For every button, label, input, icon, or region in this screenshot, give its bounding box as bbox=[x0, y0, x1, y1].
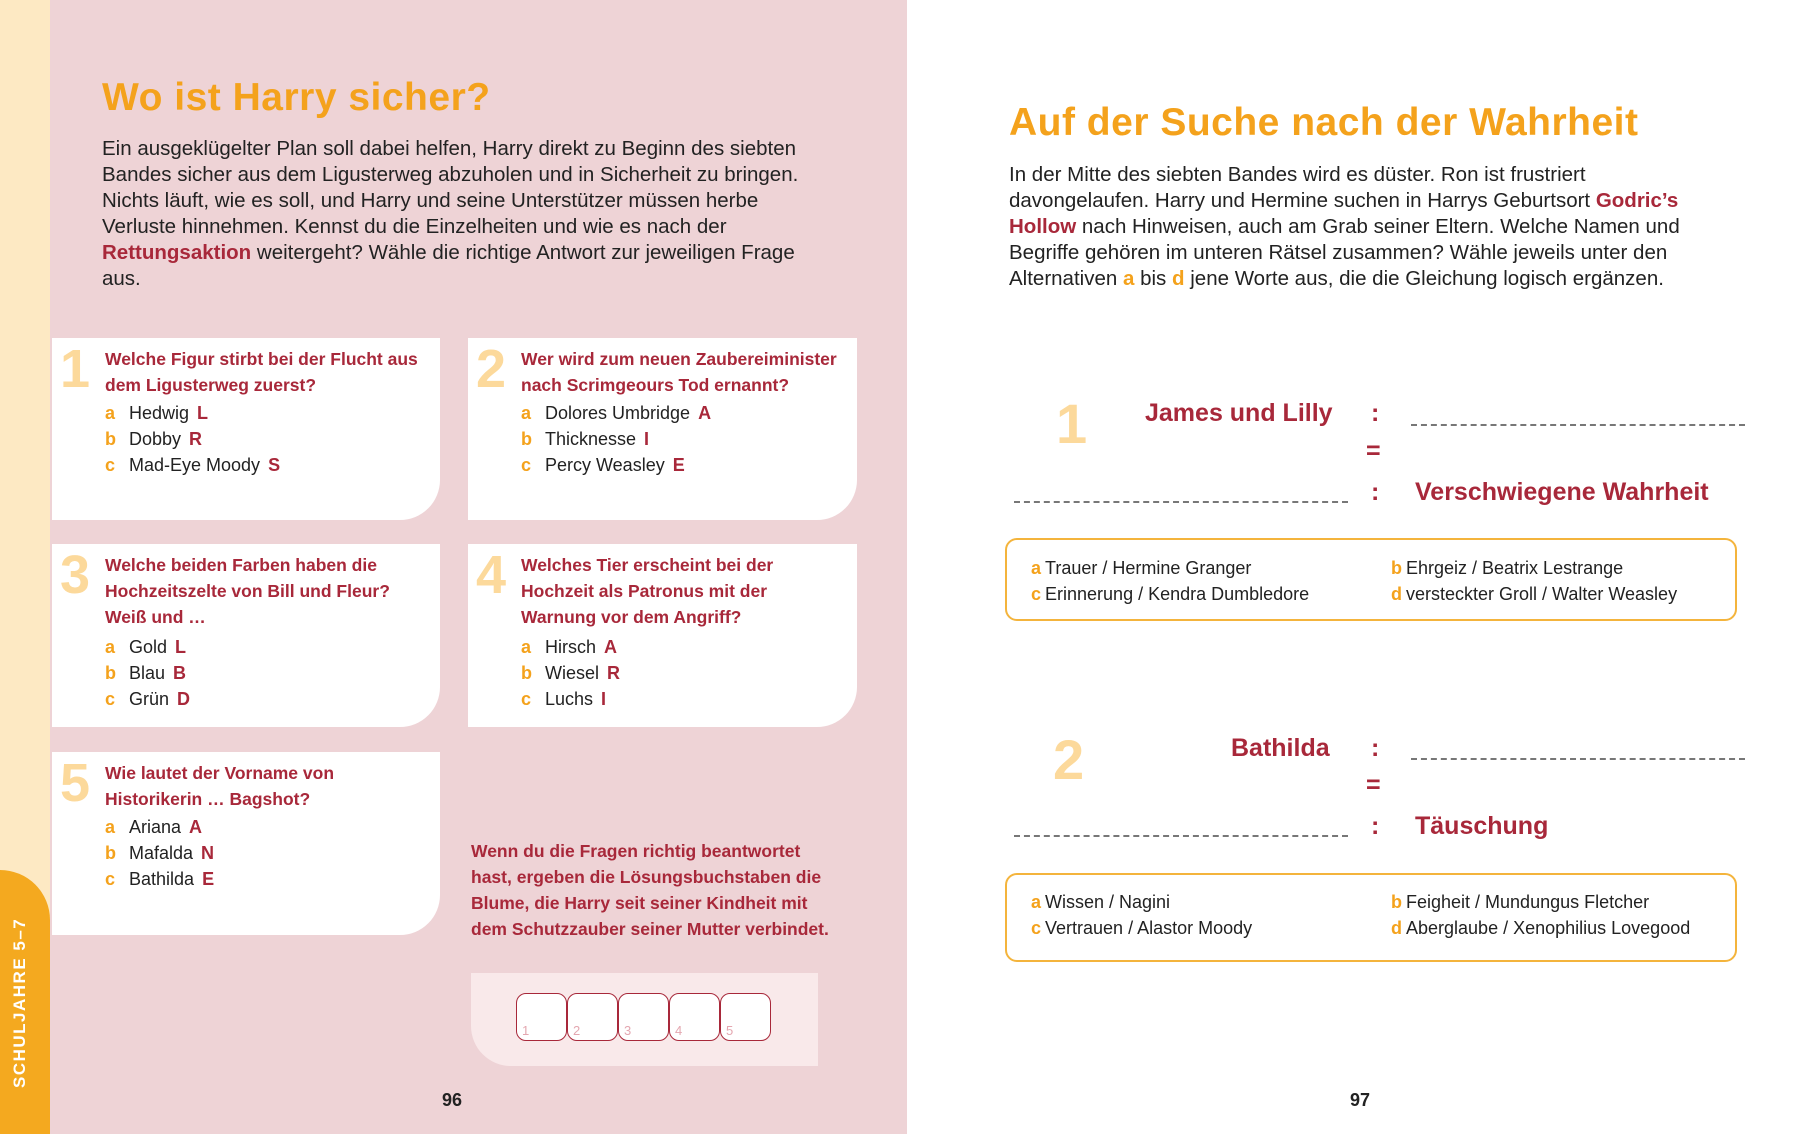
page-title: Auf der Suche nach der Wahrheit bbox=[1009, 101, 1639, 144]
option-list bbox=[521, 634, 620, 712]
solution-instructions: Wenn du die Fragen richtig beantwortet hast, ergeben die Lösungsbuchstaben die Blume, die Harry seit seiner Kindheit mit dem Schutzzauber seiner Mutter verbindet. bbox=[471, 841, 829, 939]
solution-box-1[interactable]: 1 bbox=[516, 993, 567, 1041]
answer-option[interactable]: b Dobby R bbox=[105, 429, 203, 449]
question-card-4 bbox=[468, 544, 857, 727]
equals-sign: = bbox=[1366, 437, 1381, 465]
question-text: Welches Tier erscheint bei der Hochzeit als Patronus mit der Warnung vor dem Angriff? bbox=[521, 555, 774, 627]
colon: : bbox=[1371, 734, 1380, 762]
option-item[interactable]: c Erinnerung / Kendra Dumbledore bbox=[1031, 584, 1310, 604]
option-list bbox=[105, 634, 190, 712]
puzzle-1-top-term: James und Lilly bbox=[1145, 399, 1333, 427]
option-item[interactable]: a Wissen / Nagini bbox=[1031, 892, 1171, 912]
equals-sign: = bbox=[1366, 771, 1381, 799]
question-card-5 bbox=[52, 752, 440, 935]
answer-line[interactable] bbox=[1411, 424, 1745, 426]
answer-option[interactable]: b Wiesel R bbox=[521, 663, 621, 683]
answer-option[interactable]: c Percy Weasley E bbox=[521, 455, 685, 475]
option-list bbox=[105, 400, 280, 478]
answer-option[interactable]: a Hedwig L bbox=[105, 403, 209, 423]
solution-box-2[interactable]: 2 bbox=[567, 993, 618, 1041]
side-tab-label: SCHULJAHRE 5–7 bbox=[10, 917, 29, 1088]
puzzle-2-bottom-term: Täuschung bbox=[1415, 812, 1549, 840]
question-number: 2 bbox=[476, 339, 507, 399]
page-title: Wo ist Harry sicher? bbox=[102, 76, 491, 119]
answer-line[interactable] bbox=[1014, 501, 1348, 503]
question-text: Wer wird zum neuen Zaubereiminister nach Scrimgeours Tod ernannt? bbox=[521, 349, 837, 395]
question-number: 4 bbox=[476, 545, 507, 605]
solution-box-4[interactable]: 4 bbox=[669, 993, 720, 1041]
answer-option[interactable]: b Mafalda N bbox=[105, 843, 215, 863]
puzzle-1-bottom-term: Verschwiegene Wahrheit bbox=[1415, 478, 1709, 506]
question-number: 5 bbox=[60, 753, 91, 813]
intro-text: Ein ausgeklügelter Plan soll dabei helfen, Harry direkt zu Beginn des siebten Bandes sicher aus dem Ligusterweg abzuholen und in Sicherheit zu bringen. Nichts läuft, wie es soll, und Harry und seine Unterstützer müssen herbe Verluste hinnehmen. Kennst du die Einzelheiten und wie es nach der Rettungsaktion weitergeht? Wähle die richtige Antwort zur jeweiligen Frage aus. bbox=[102, 137, 799, 290]
option-item[interactable]: d Aberglaube / Xenophilius Lovegood bbox=[1391, 918, 1691, 938]
solution-panel bbox=[471, 973, 818, 1066]
options-box-1 bbox=[1005, 538, 1737, 621]
answer-option[interactable]: b Thicknesse I bbox=[521, 429, 650, 449]
colon: : bbox=[1371, 812, 1380, 840]
option-item[interactable]: d versteckter Groll / Walter Weasley bbox=[1391, 584, 1678, 604]
options-box-2 bbox=[1005, 873, 1737, 962]
question-card-2 bbox=[468, 338, 857, 520]
solution-box-3[interactable]: 3 bbox=[618, 993, 669, 1041]
page-number-left: 96 bbox=[442, 1090, 463, 1110]
solution-box-5[interactable]: 5 bbox=[720, 993, 771, 1041]
answer-option[interactable]: c Mad-Eye Moody S bbox=[105, 455, 281, 475]
puzzle-number-2: 2 bbox=[1053, 728, 1085, 791]
question-card-1 bbox=[52, 338, 440, 520]
answer-option[interactable]: a Hirsch A bbox=[521, 637, 618, 657]
intro-highlight: Rettungsaktion bbox=[102, 241, 252, 264]
option-item[interactable]: b Feigheit / Mundungus Fletcher bbox=[1391, 892, 1650, 912]
answer-option[interactable]: b Blau B bbox=[105, 663, 187, 683]
question-number: 3 bbox=[60, 545, 91, 605]
option-item[interactable]: c Vertrauen / Alastor Moody bbox=[1031, 918, 1253, 938]
option-list bbox=[521, 400, 711, 478]
colon: : bbox=[1371, 399, 1380, 427]
option-item[interactable]: a Trauer / Hermine Granger bbox=[1031, 558, 1252, 578]
colon: : bbox=[1371, 478, 1380, 506]
right-page bbox=[907, 0, 1814, 1134]
answer-option[interactable]: a Dolores Umbridge A bbox=[521, 403, 712, 423]
intro-highlight: Godric’s Hollow bbox=[1009, 189, 1679, 238]
answer-line[interactable] bbox=[1411, 758, 1745, 760]
answer-option[interactable]: c Luchs I bbox=[521, 689, 607, 709]
answer-option[interactable]: c Bathilda E bbox=[105, 869, 215, 889]
puzzle-2-top-term: Bathilda bbox=[1231, 734, 1330, 762]
answer-option[interactable]: a Ariana A bbox=[105, 817, 203, 837]
question-number: 1 bbox=[60, 339, 91, 399]
option-item[interactable]: b Ehrgeiz / Beatrix Lestrange bbox=[1391, 558, 1624, 578]
question-card-3 bbox=[52, 544, 440, 727]
puzzle-number-1: 1 bbox=[1056, 392, 1088, 455]
answer-option[interactable]: a Gold L bbox=[105, 637, 187, 657]
question-text: Wie lautet der Vorname von Historikerin … Bagshot? bbox=[105, 763, 335, 809]
answer-line[interactable] bbox=[1014, 835, 1348, 837]
answer-option[interactable]: c Grün D bbox=[105, 689, 191, 709]
question-text: Welche Figur stirbt bei der Flucht aus dem Ligusterweg zuerst? bbox=[105, 349, 418, 395]
intro-text: In der Mitte des siebten Bandes wird es düster. Ron ist frustriert davongelaufen. Harry und Hermine suchen in Harrys Geburtsort Godric’s Hollow nach Hinweisen, auch am Grab seiner Eltern. Welche Namen und Begriffe gehören im unteren Rätsel zusammen? Wähle jeweils unter den Alternativen a bis d jene Worte aus, die die Gleichung logisch ergänzen. bbox=[1009, 163, 1680, 290]
option-list bbox=[105, 814, 214, 892]
page-number-right: 97 bbox=[1350, 1090, 1371, 1110]
question-text: Welche beiden Farben haben die Hochzeitszelte von Bill und Fleur? Weiß und … bbox=[105, 555, 390, 627]
